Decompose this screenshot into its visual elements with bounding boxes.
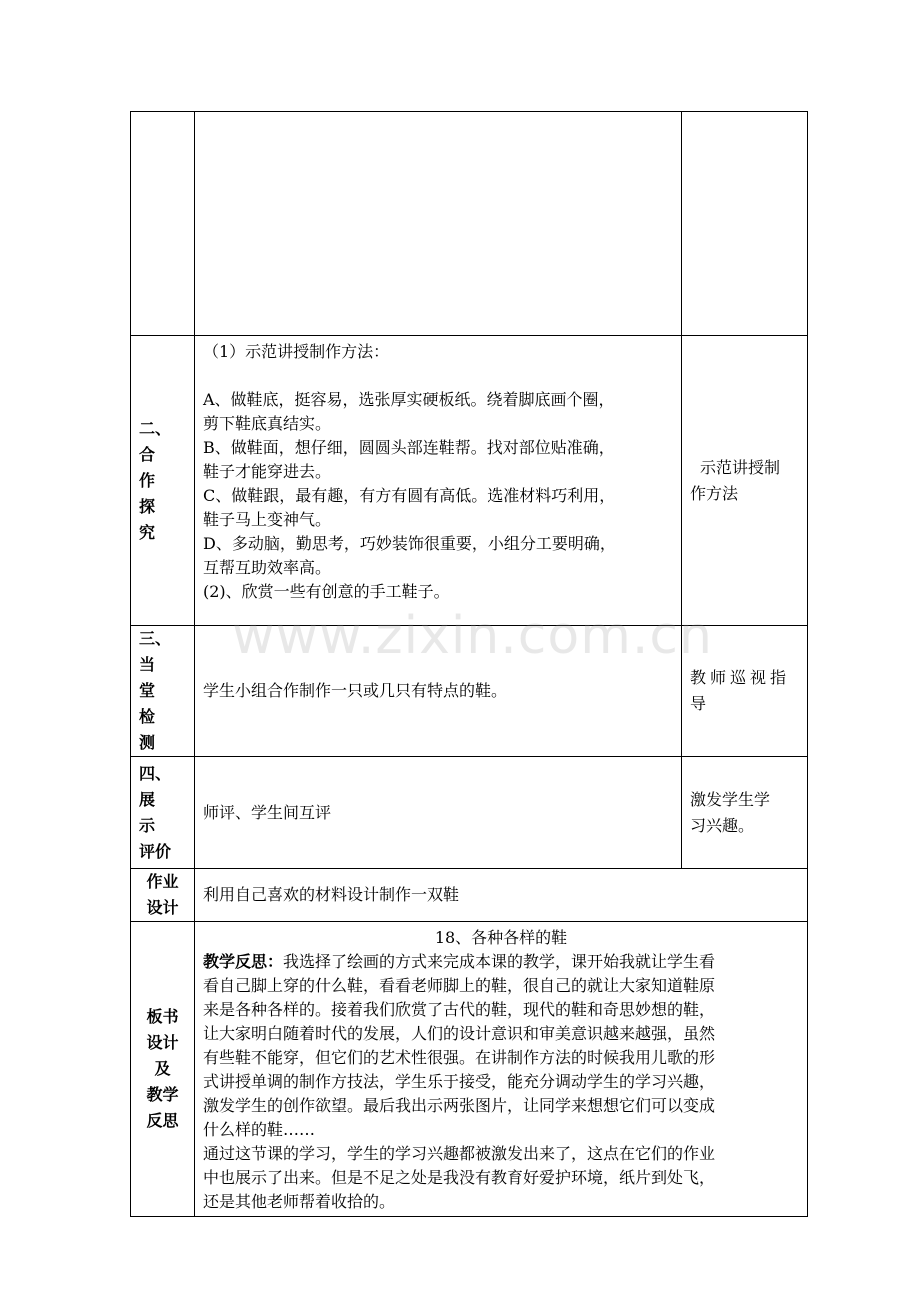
homework-label (131, 869, 195, 922)
board-title: 18、各种各样的鞋 (434, 928, 568, 947)
lesson-plan-table (130, 111, 808, 1217)
check-note-line1: 教师巡视指 (690, 668, 791, 687)
show-content: 师评、学生间互评 (195, 757, 682, 869)
homework-label-line2: 设计 (146, 898, 179, 917)
blank-label-cell (131, 112, 195, 336)
method-line: A、做鞋底，挺容易，选张厚实硬板纸。绕着脚底画个圈， (203, 390, 615, 409)
reflection-line: 还是其他老师帮着收拾的。 (203, 1192, 396, 1211)
show-note (682, 757, 808, 869)
table-row-homework (131, 869, 808, 922)
table-row-check (131, 626, 808, 757)
reflection-line: 激发学生的创作欲望。最后我出示两张图片，让同学来想想它们可以变成 (203, 1096, 716, 1115)
reflection-line: 我选择了绘画的方式来完成本课的教学，课开始我就让学生看 (283, 952, 716, 971)
board-label-line3: 及 (154, 1059, 171, 1078)
cooperate-content (195, 336, 682, 626)
check-label (131, 626, 195, 757)
cooperate-note-line2: 作方法 (690, 483, 739, 503)
reflection-paragraph (203, 950, 799, 974)
cooperate-note (682, 336, 808, 626)
method-line: (2)、欣赏一些有创意的手工鞋子。 (203, 582, 450, 601)
show-note-line2: 习兴趣。 (690, 815, 755, 835)
reflection-line: 什么样的鞋…… (203, 1120, 316, 1139)
homework-label-line1: 作业 (146, 872, 179, 891)
check-label-line3: 检 测 (139, 707, 162, 752)
table-row-show (131, 757, 808, 869)
show-label-line3: 评价 (139, 841, 172, 861)
reflection-line: 有些鞋不能穿，但它们的艺术性很强。在讲制作方法的时候我用儿歌的形 (203, 1048, 716, 1067)
blank-content-cell (195, 112, 682, 336)
table-row-board (131, 922, 808, 1217)
reflection-line: 看自己脚上穿的什么鞋，看看老师脚上的鞋，很自己的就让大家知道鞋原 (203, 976, 716, 995)
reflection-line: 中也展示了出来。但是不足之处是我没有教育好爱护环境，纸片到处飞， (203, 1168, 716, 1187)
board-content (195, 922, 808, 1217)
reflection-line: 式讲授单调的制作方技法，学生乐于接受，能充分调动学生的学习兴趣， (203, 1072, 716, 1091)
cooperate-label-line1: 二、 (139, 418, 172, 438)
method-line: C、做鞋跟，最有趣，有方有圆有高低。选准材料巧利用， (203, 486, 616, 505)
show-note-line1: 激发学生学 (690, 789, 771, 809)
table-row-blank (131, 112, 808, 336)
check-note-line2: 导 (690, 694, 711, 713)
table-row-cooperate (131, 336, 808, 626)
watermark: www.zixin.com.cn (232, 606, 713, 666)
method-line: 互帮互助效率高。 (203, 558, 332, 577)
cooperate-note-line1: 示范讲授制 (700, 457, 781, 477)
check-note (682, 626, 808, 757)
cooperate-label (131, 336, 195, 626)
cooperate-label-line2: 合 作 (139, 444, 162, 490)
show-label (131, 757, 195, 869)
board-label (131, 922, 195, 1217)
reflection-label: 教学反思： (203, 952, 284, 971)
method-line: 鞋子马上变神气。 (203, 510, 332, 529)
check-label-line1: 三、 (139, 629, 172, 648)
method-line: B、做鞋面，想仔细，圆圆头部连鞋帮。找对部位贴准确， (203, 438, 615, 457)
method-line: 剪下鞋底真结实。 (203, 414, 332, 433)
board-label-line1: 板书 (146, 1007, 179, 1026)
board-label-line5: 反思 (146, 1111, 179, 1130)
board-label-line2: 设计 (146, 1033, 179, 1052)
cooperate-label-line3: 探 究 (139, 496, 162, 542)
check-content: 学生小组合作制作一只或几只有特点的鞋。 (195, 626, 682, 757)
reflection-line: 来是各种各样的。接着我们欣赏了古代的鞋，现代的鞋和奇思妙想的鞋， (203, 1000, 716, 1019)
homework-content: 利用自己喜欢的材料设计制作一双鞋 (195, 869, 808, 922)
method-line: 鞋子才能穿进去。 (203, 462, 332, 481)
reflection-line: 让大家明白随着时代的发展，人们的设计意识和审美意识越来越强，虽然 (203, 1024, 716, 1043)
check-label-line2: 当 堂 (139, 655, 162, 700)
reflection-line: 通过这节课的学习，学生的学习兴趣都被激发出来了，这点在它们的作业 (203, 1144, 716, 1163)
show-label-line2: 展 示 (139, 789, 162, 835)
blank-note-cell (682, 112, 808, 336)
board-label-line4: 教学 (146, 1085, 179, 1104)
method-line: D、多动脑，勤思考，巧妙装饰很重要，小组分工要明确， (203, 534, 616, 553)
show-label-line1: 四、 (139, 763, 172, 783)
step-intro: （1）示范讲授制作方法： (203, 342, 390, 361)
